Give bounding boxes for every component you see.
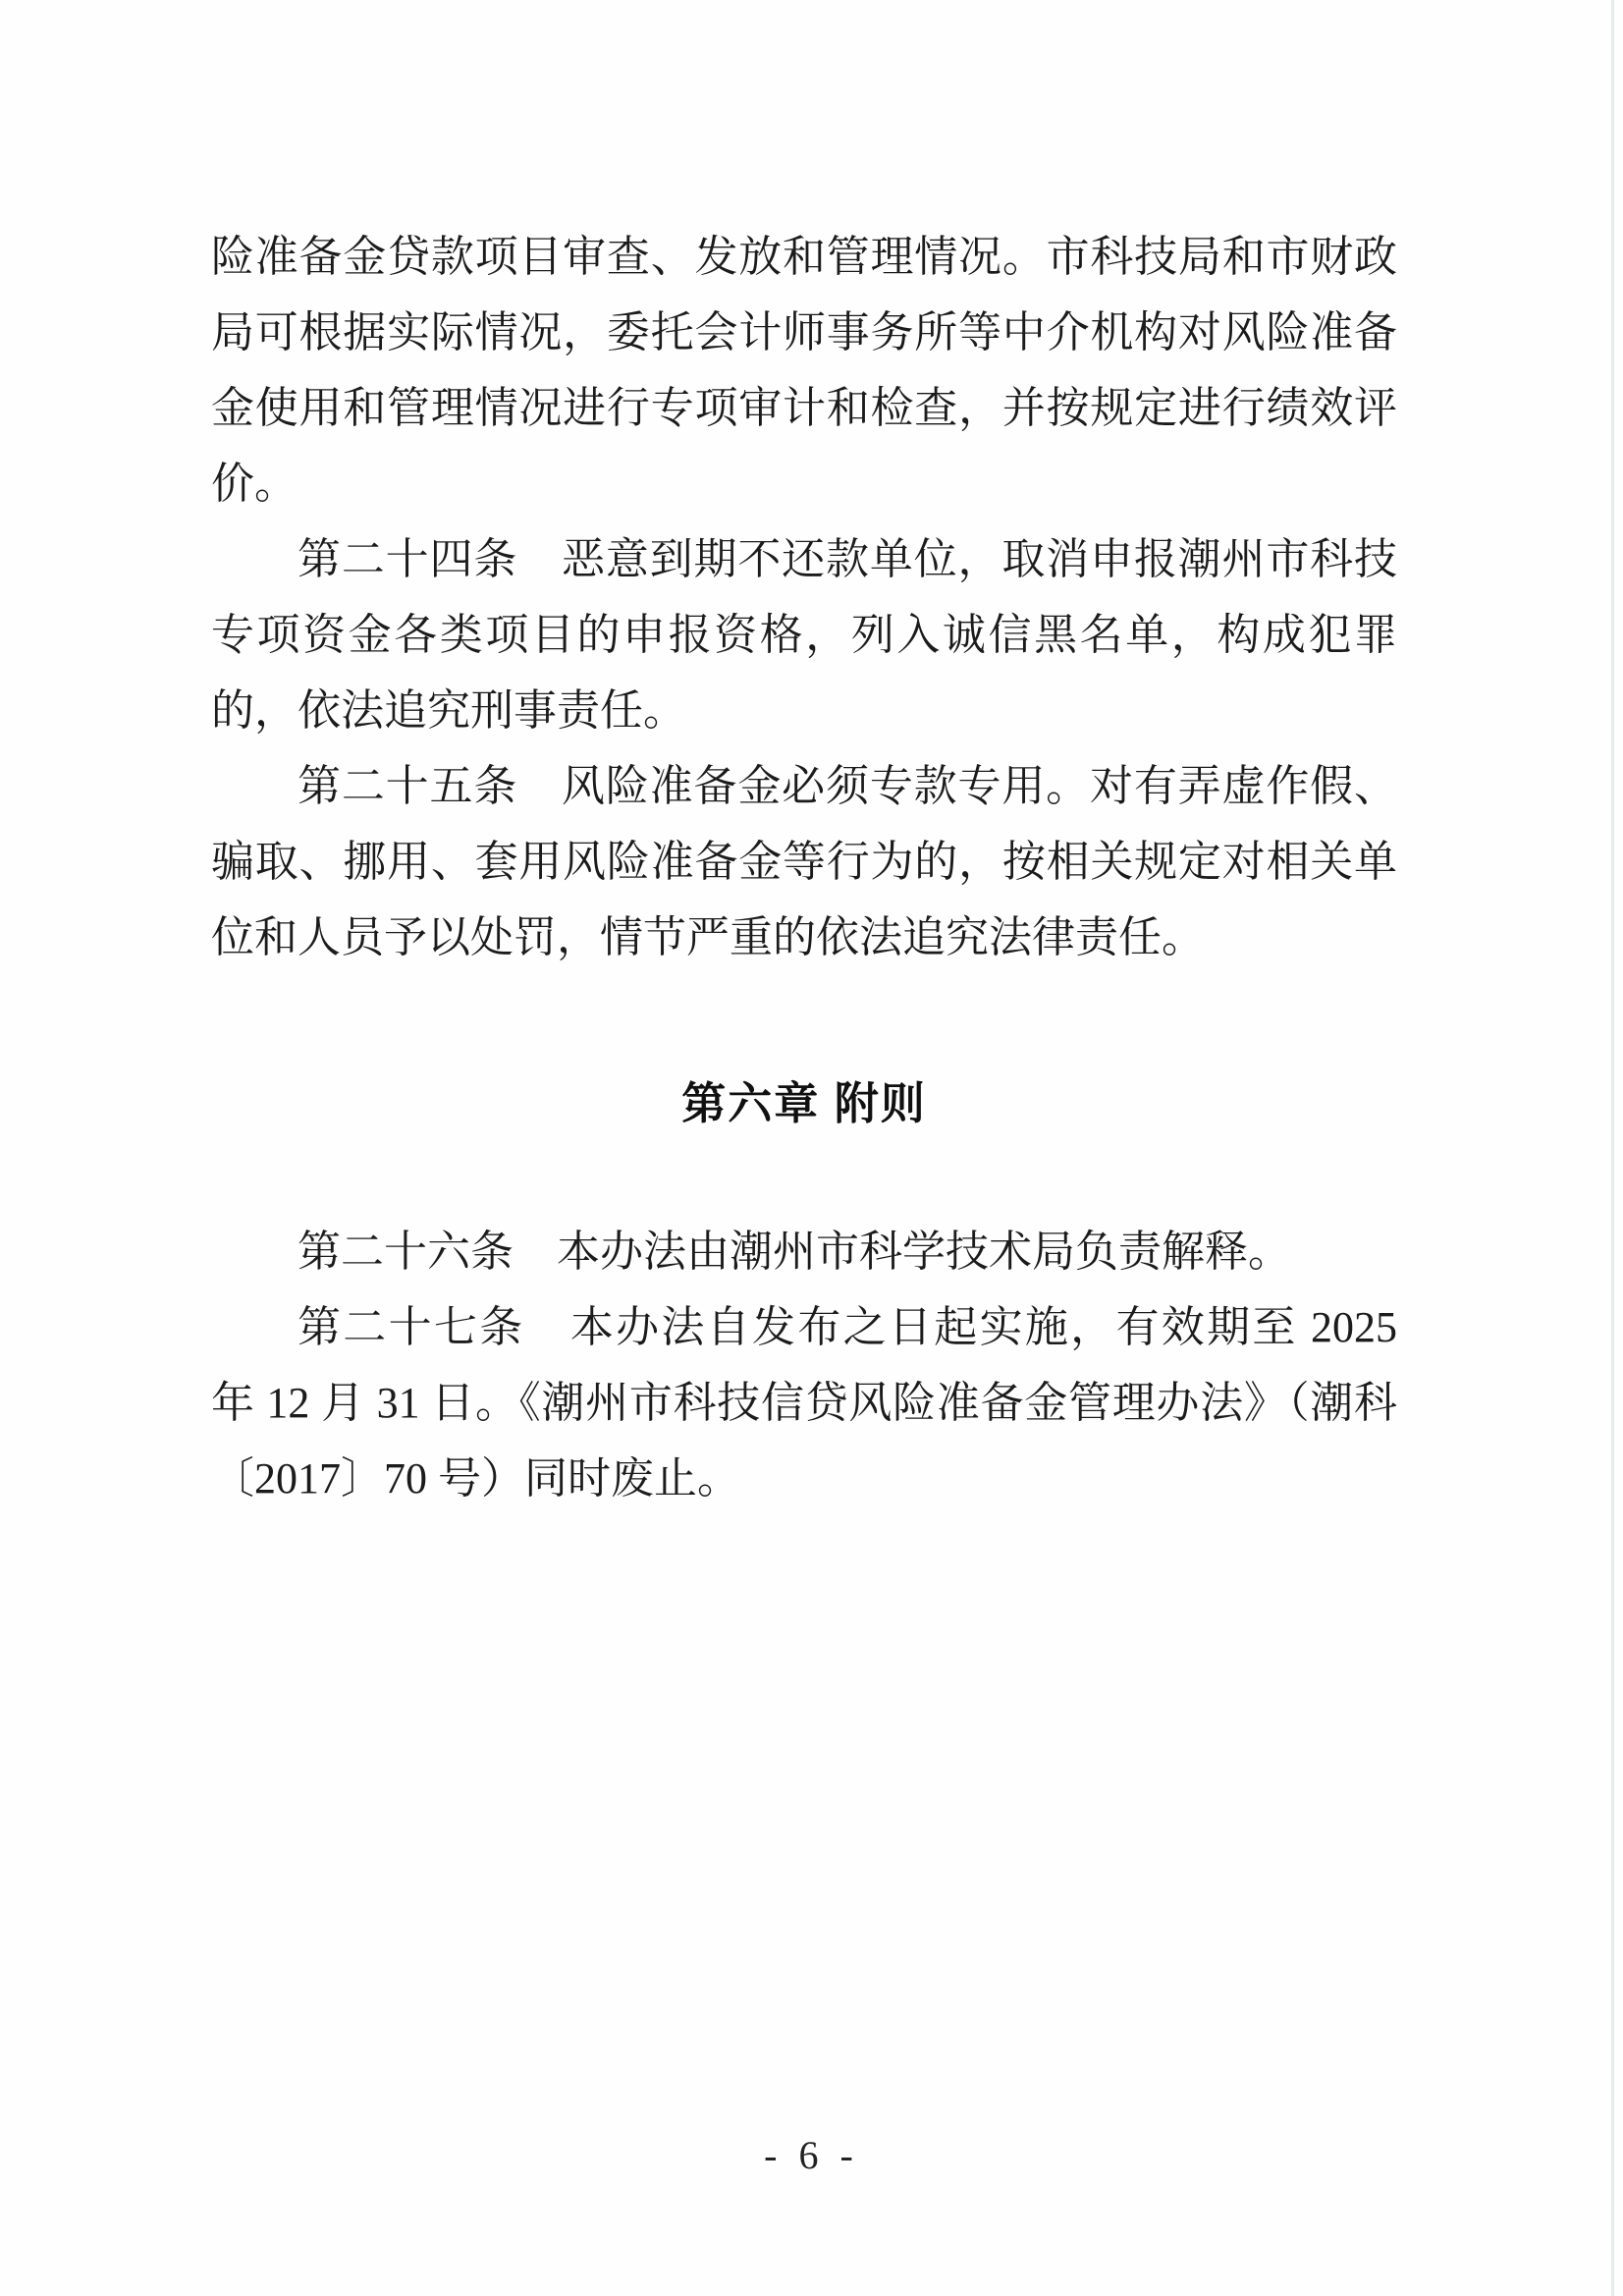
scan-edge-line — [1611, 0, 1614, 2296]
paragraph-article-26: 第二十六条 本办法由潮州市科学技术局负责解释。 — [298, 1228, 1291, 1276]
paragraph-article-24: 第二十四条 恶意到期不还款单位，取消申报潮州市科技专项资金各类项目的申报资格，列入诚信黑名单，构成犯罪的，依法追究刑事责任。 — [211, 535, 1397, 735]
paragraph-article-25: 第二十五条 风险准备金必须专款专用。对有弄虚作假、骗取、挪用、套用风险准备金等行为的，按相关规定对相关单位和人员予以处罚，情节严重的依法追究法律责任。 — [211, 762, 1397, 961]
chapter-six-heading: 第六章 附则 — [681, 1078, 927, 1128]
page-number: - 6 - — [764, 2133, 859, 2177]
document-body — [211, 219, 1397, 1516]
paragraph-audit-continuation: 险准备金贷款项目审查、发放和管理情况。市科技局和市财政局可根据实际情况，委托会计师事务所等中介机构对风险准备金使用和管理情况进行专项审计和检查，并按规定进行绩效评价。 — [211, 233, 1397, 508]
paragraph-article-27: 第二十七条 本办法自发布之日起实施，有效期至 2025 年 12 月 31 日。《潮州市科技信贷风险准备金管理办法》（潮科〔2017〕70 号）同时废止。 — [211, 1303, 1397, 1503]
